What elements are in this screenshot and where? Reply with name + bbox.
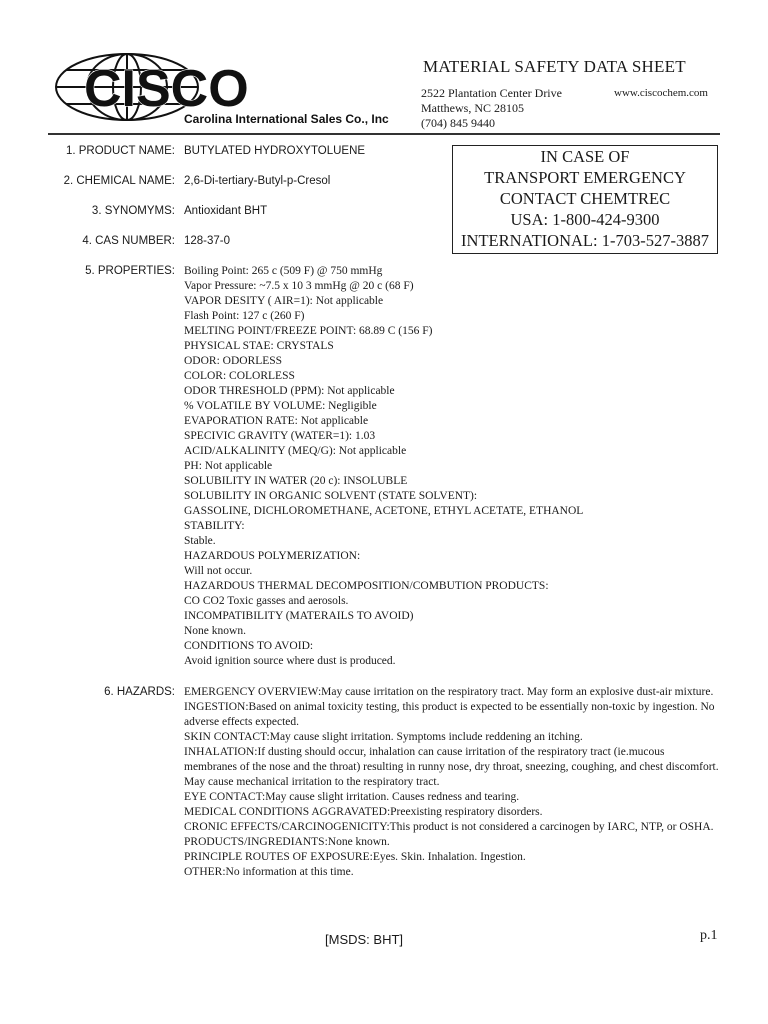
property-line: PH: Not applicable bbox=[184, 460, 273, 472]
hazard-entry: EMERGENCY OVERVIEW:May cause irritation on the respiratory tract. May form an explosive dust-air mixture. bbox=[184, 686, 714, 698]
property-line: MELTING POINT/FREEZE POINT: 68.89 C (156 F) bbox=[184, 325, 433, 337]
property-line: Stable. bbox=[184, 535, 216, 547]
header-divider bbox=[48, 133, 720, 135]
property-line: PHYSICAL STAE: CRYSTALS bbox=[184, 340, 334, 352]
hazards-list bbox=[184, 685, 719, 880]
property-line: % VOLATILE BY VOLUME: Negligible bbox=[184, 400, 377, 412]
property-line: Boiling Point: 265 c (509 F) @ 750 mmHg bbox=[184, 265, 383, 277]
website-link[interactable]: www.ciscochem.com bbox=[614, 87, 708, 99]
phone-number: (704) 845 9440 bbox=[421, 116, 495, 130]
logo-wordmark: CISCO bbox=[84, 60, 249, 118]
hazard-entry: OTHER:No information at this time. bbox=[184, 866, 354, 878]
properties-list bbox=[184, 264, 583, 669]
emergency-line: USA: 1-800-424-9300 bbox=[510, 210, 660, 229]
property-line: SOLUBILITY IN ORGANIC SOLVENT (STATE SOLVENT): bbox=[184, 490, 478, 502]
property-line: ACID/ALKALINITY (MEQ/G): Not applicable bbox=[184, 445, 407, 457]
address-city: Matthews, NC 28105 bbox=[421, 101, 524, 115]
property-line: Will not occur. bbox=[184, 565, 253, 577]
chemical-name-label: 2. CHEMICAL NAME: bbox=[63, 175, 175, 187]
document-title: MATERIAL SAFETY DATA SHEET bbox=[423, 57, 686, 76]
hazard-entry: INHALATION:If dusting should occur, inhalation can cause irritation of the respiratory tract (ie.mucous membranes of the nose and the throat) resulting in runny nose, dry throat, sneezing, coughing, and chest discomfort. May cause mechanical irritation to the respiratory tract. bbox=[184, 746, 719, 788]
page-number: p.1 bbox=[700, 928, 718, 943]
emergency-contact-box bbox=[452, 145, 718, 254]
product-name-value: BUTYLATED HYDROXYTOLUENE bbox=[184, 145, 366, 157]
hazard-entry: PRODUCTS/INGREDIANTS:None known. bbox=[184, 836, 390, 848]
property-line: HAZARDOUS POLYMERIZATION: bbox=[184, 550, 361, 562]
property-line: GASSOLINE, DICHLOROMETHANE, ACETONE, ETHYL ACETATE, ETHANOL bbox=[184, 505, 584, 517]
property-line: Flash Point: 127 c (260 F) bbox=[184, 310, 305, 322]
property-line: CONDITIONS TO AVOID: bbox=[184, 640, 314, 652]
property-line: SOLUBILITY IN WATER (20 c): INSOLUBLE bbox=[184, 475, 408, 487]
hazard-entry: EYE CONTACT:May cause slight irritation. Causes redness and tearing. bbox=[184, 791, 520, 803]
property-line: VAPOR DESITY ( AIR=1): Not applicable bbox=[184, 295, 384, 307]
emergency-line: CONTACT CHEMTREC bbox=[499, 189, 671, 208]
synonyms-label: 3. SYNOMYMS: bbox=[91, 205, 175, 217]
hazard-entry: SKIN CONTACT:May cause slight irritation. Symptoms include reddening an itching. bbox=[184, 731, 583, 743]
synonyms-value: Antioxidant BHT bbox=[184, 205, 268, 217]
emergency-line: INTERNATIONAL: 1-703-527-3887 bbox=[461, 231, 709, 250]
hazard-entry: PRINCIPLE ROUTES OF EXPOSURE:Eyes. Skin. Inhalation. Ingestion. bbox=[184, 851, 526, 863]
properties-label: 5. PROPERTIES: bbox=[85, 265, 175, 277]
cas-number-label: 4. CAS NUMBER: bbox=[82, 235, 175, 247]
property-line: SPECIVIC GRAVITY (WATER=1): 1.03 bbox=[184, 430, 376, 442]
emergency-line: TRANSPORT EMERGENCY bbox=[484, 168, 686, 187]
hazard-entry: INGESTION:Based on animal toxicity testing, this product is expected to be essentially non-toxic by ingestion. No adverse effects expected. bbox=[184, 701, 715, 728]
chemical-name-value: 2,6-Di-tertiary-Butyl-p-Cresol bbox=[184, 175, 331, 187]
property-line: CO CO2 Toxic gasses and aerosols. bbox=[184, 595, 349, 607]
property-line: ODOR: ODORLESS bbox=[184, 355, 283, 367]
property-line: STABILITY: bbox=[184, 520, 245, 532]
property-line: EVAPORATION RATE: Not applicable bbox=[184, 415, 369, 427]
hazard-entry: MEDICAL CONDITIONS AGGRAVATED:Preexisting respiratory disorders. bbox=[184, 806, 543, 818]
address-street: 2522 Plantation Center Drive bbox=[421, 86, 562, 100]
property-line: COLOR: COLORLESS bbox=[184, 370, 295, 382]
property-line: Avoid ignition source where dust is produced. bbox=[184, 655, 396, 667]
property-line: ODOR THRESHOLD (PPM): Not applicable bbox=[184, 385, 395, 397]
company-name: Carolina International Sales Co., Inc bbox=[184, 112, 389, 126]
cas-number-value: 128-37-0 bbox=[184, 235, 231, 247]
hazard-entry: CRONIC EFFECTS/CARCINOGENICITY:This product is not considered a carcinogen by IARC, NTP, or OSHA. bbox=[184, 821, 714, 833]
property-line: None known. bbox=[184, 625, 246, 637]
emergency-line: IN CASE OF bbox=[540, 147, 630, 166]
hazards-label: 6. HAZARDS: bbox=[104, 686, 175, 698]
product-name-label: 1. PRODUCT NAME: bbox=[65, 145, 175, 157]
document-id: [MSDS: BHT] bbox=[325, 932, 404, 947]
property-line: INCOMPATIBILITY (MATERAILS TO AVOID) bbox=[184, 610, 414, 622]
property-line: HAZARDOUS THERMAL DECOMPOSITION/COMBUTION PRODUCTS: bbox=[184, 580, 549, 592]
property-line: Vapor Pressure: ~7.5 x 10 3 mmHg @ 20 c (68 F) bbox=[184, 280, 414, 292]
